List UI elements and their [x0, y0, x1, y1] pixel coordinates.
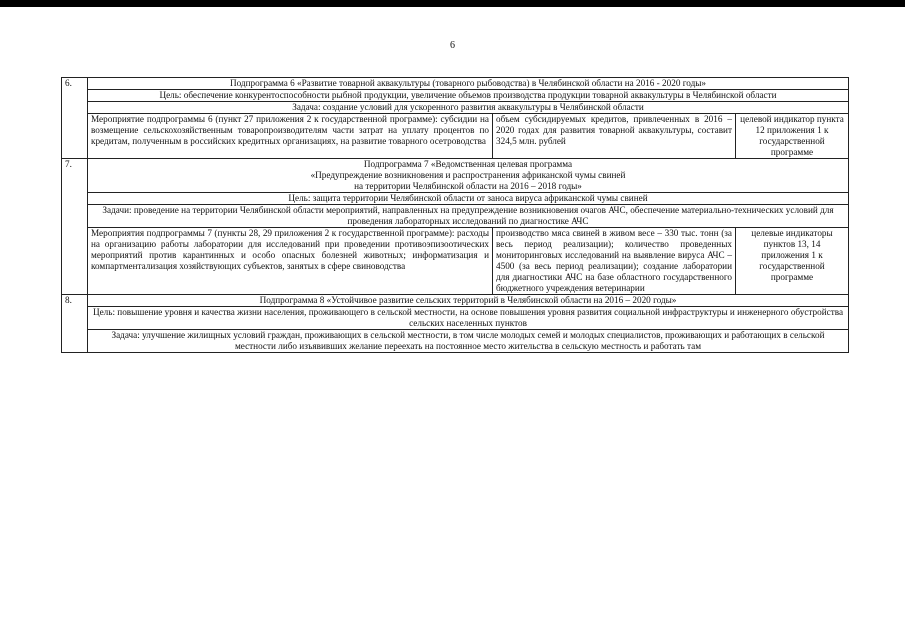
- section-6-results: объем субсидируемых кредитов, привлеченных в 2016 – 2020 годах для развития товарной аквакультуры, составит 324,5 млн. рублей: [493, 114, 736, 159]
- section-8-goal: Цель: повышение уровня и качества жизни населения, проживающего в сельской местности, на основе повышения уровня развития социальной инфраструктуры и инженерного обустройства сельских населенных пунктов: [88, 307, 849, 330]
- page-number: 6: [450, 40, 455, 51]
- section-7-title-line-3: на территории Челябинской области на 2016 – 2018 годы»: [354, 181, 582, 191]
- section-7-measures: Мероприятия подпрограммы 7 (пункты 28, 29 приложения 2 к государственной программе): расходы на организацию работы лаборатории для исследований при проведении противоэпизоотических мероприятий против карантинных и особо опасных болезней животных; информатизация и компартментализация хозяйствующих субъектов, занятых в сфере свиноводства: [88, 228, 493, 295]
- section-7-number: 7.: [62, 159, 88, 295]
- section-7-title: [88, 159, 849, 193]
- section-6-task: Задача: создание условий для ускоренного развития аквакультуры в Челябинской области: [88, 102, 849, 114]
- program-table: [61, 77, 849, 353]
- section-6-measures: Мероприятие подпрограммы 6 (пункт 27 приложения 2 к государственной программе): субсидии на возмещение сельскохозяйственным товаропроизводителям части затрат на уплату процентов по кредитам, полученным в российских кредитных организациях, на развитие товарного осетроводства: [88, 114, 493, 159]
- section-7-results: производство мяса свиней в живом весе – 330 тыс. тонн (за весь период реализации); количество проведенных мониторинговых исследований на выявление вируса АЧС – 4500 (за весь период реализации); создание лаборатории для диагностики АЧС на базе областного государственного бюджетного учреждения ветеринарии: [493, 228, 736, 295]
- section-7-goal: Цель: защита территории Челябинской области от заноса вируса африканской чумы свиней: [88, 193, 849, 205]
- section-6-goal: Цель: обеспечение конкурентоспособности рыбной продукции, увеличение объемов производства продукции товарной аквакультуры в Челябинской области: [88, 90, 849, 102]
- section-8-task: Задача: улучшение жилищных условий граждан, проживающих в сельской местности, в том числе молодых семей и молодых специалистов, проживающих и работающих в сельской местности либо изъявивших желание переехать на постоянное место жительства в сельскую местность и работать там: [88, 330, 849, 353]
- scan-top-border: [0, 0, 905, 7]
- section-8-title-line: Подпрограмма 8 «Устойчивое развитие сельских территорий в Челябинской области на 2016 – 2020 годы»: [259, 295, 677, 305]
- section-6-number: 6.: [62, 78, 88, 159]
- section-6-indicators: целевой индикатор пункта 12 приложения 1 к государственной программе: [736, 114, 849, 159]
- section-7-task: Задачи: проведение на территории Челябинской области мероприятий, направленных на предупреждение возникновения очагов АЧС, обеспечение материально-технических условий для проведения лабораторных исследований по диагностике АЧС: [88, 205, 849, 228]
- section-6-title-line: Подпрограмма 6 «Развитие товарной аквакультуры (товарного рыбоводства) в Челябинской области на 2016 - 2020 годы»: [229, 78, 707, 88]
- section-7-title-line-2: «Предупреждение возникновения и распространения африканской чумы свиней: [310, 170, 626, 180]
- section-6-title: [88, 78, 849, 90]
- section-7-indicators: целевые индикаторы пунктов 13, 14 приложения 1 к государственной программе: [736, 228, 849, 295]
- section-8-number: 8.: [62, 295, 88, 353]
- section-7-title-line-1: Подпрограмма 7 «Ведомственная целевая программа: [363, 159, 573, 169]
- section-8-title: [88, 295, 849, 307]
